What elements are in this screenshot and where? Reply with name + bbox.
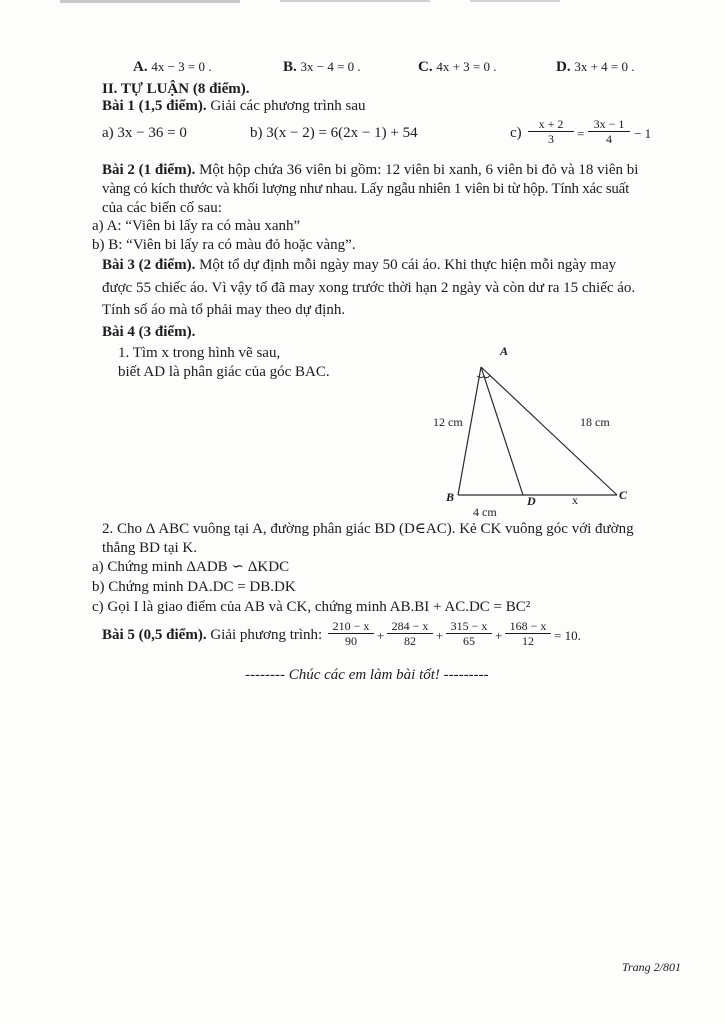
bai4-q2-a: a) Chứng minh ΔADB ∽ ΔKDC: [92, 559, 290, 575]
bai1-text: Giải các phương trình sau: [210, 98, 366, 114]
bai4-q2-b: b) Chứng minh DA.DC = DB.DK: [92, 579, 296, 595]
bai1-c-num1: x + 2: [528, 117, 574, 132]
bai2-title: Bài 2 (1 điểm).: [102, 162, 196, 178]
choice-c-expr: 4x + 3 = 0 .: [436, 59, 497, 74]
bai5-n1: 210 − x: [328, 619, 374, 634]
bai3-text1: Một tổ dự định mỗi ngày may 50 cái áo. Khi thực hiện mỗi ngày may: [199, 257, 617, 273]
bai5-plus-2: +: [436, 628, 444, 643]
bai5-d3: 65: [463, 634, 475, 648]
bai2-line2: vàng có kích thước và khối lượng như nhau. Lấy ngẫu nhiên 1 viên bi từ hộp. Tính xác suất: [102, 181, 630, 197]
bai3-line3: Tính số áo mà tổ phải may theo dự định.: [102, 302, 346, 318]
bai5-frac3: [446, 619, 492, 648]
bai5-n3: 315 − x: [446, 619, 492, 634]
bai4-q1-line1: 1. Tìm x trong hình vẽ sau,: [118, 345, 281, 361]
bai3-title: Bài 3 (2 điểm).: [102, 257, 196, 273]
bai5-plus-3: +: [495, 628, 503, 643]
vertex-c-label: C: [619, 488, 628, 502]
vertex-a-label: A: [500, 344, 509, 358]
bai5-n2: 284 − x: [387, 619, 433, 634]
bai4-title: Bài 4 (3 điểm).: [102, 324, 196, 340]
choice-c-letter: C.: [418, 59, 433, 75]
bai1-c-tail: − 1: [634, 126, 652, 141]
bai2-line3: của các biến cố sau:: [102, 200, 222, 216]
bai4-q1-line2: biết AD là phân giác của góc BAC.: [118, 364, 330, 380]
bai1-c-eq: =: [577, 126, 585, 141]
bai4-q2-line1: 2. Cho Δ ABC vuông tại A, đường phân giác BD (D∈AC). Kẻ CK vuông góc với đường: [102, 521, 634, 537]
bai5-d2: 82: [404, 634, 416, 648]
choice-d-letter: D.: [556, 59, 571, 75]
bai1-c-num2: 3x − 1: [588, 117, 630, 132]
side-ab-label: 12 cm: [433, 415, 463, 429]
segment-bd-label: 4 cm: [473, 505, 497, 519]
closing-message: -------- Chúc các em làm bài tốt! ---------: [245, 667, 489, 683]
choice-a-expr: 4x − 3 = 0 .: [151, 59, 212, 74]
bai5-frac1: [328, 619, 374, 648]
bai5-text: Giải phương trình:: [210, 627, 323, 643]
bai2-text1: Một hộp chứa 36 viên bi gồm: 12 viên bi xanh, 6 viên bi đỏ và 18 viên bi: [199, 162, 639, 178]
bai5-frac2: [387, 619, 433, 648]
bai5-heading: [102, 626, 322, 644]
bai1-b: b) 3(x − 2) = 6(2x − 1) + 54: [250, 125, 418, 141]
bai1-c-den1: 3: [548, 132, 554, 146]
angle-mark-1: [477, 376, 485, 378]
section-title: II. TỰ LUẬN (8 điểm).: [102, 81, 250, 97]
segment-dc-label: x: [572, 493, 578, 507]
side-ab: [458, 367, 481, 495]
bai4-q2-line2: thẳng BD tại K.: [102, 540, 197, 556]
bai3-line2: được 55 chiếc áo. Vì vậy tổ đã may xong trước thời hạn 2 ngày và còn dư ra 15 chiếc áo.: [102, 280, 636, 296]
bai2-a: a) A: “Viên bi lấy ra có màu xanh”: [92, 218, 301, 234]
bai1-a: a) 3x − 36 = 0: [102, 125, 187, 141]
bai1-c-den2: 4: [606, 132, 612, 146]
bai5-frac4: [505, 619, 551, 648]
bai5-n4: 168 − x: [505, 619, 551, 634]
bai5-plus-1: +: [377, 628, 385, 643]
bai5-title: Bài 5 (0,5 điểm).: [102, 627, 207, 643]
bai1-c-label: c): [510, 125, 522, 141]
bai5-tail: = 10.: [554, 628, 581, 643]
vertex-b-label: B: [446, 490, 455, 504]
side-ac-label: 18 cm: [580, 415, 610, 429]
bai5-d1: 90: [345, 634, 357, 648]
bai1-title: Bài 1 (1,5 điểm).: [102, 98, 207, 114]
choice-b-letter: B.: [283, 59, 297, 75]
page-number: Trang 2/801: [622, 960, 682, 974]
choice-d-expr: 3x + 4 = 0 .: [574, 59, 635, 74]
bai4-q2-c: c) Gọi I là giao điểm của AB và CK, chứng minh AB.BI + AC.DC = BC²: [92, 599, 531, 615]
choice-b-expr: 3x − 4 = 0 .: [300, 59, 361, 74]
bai5-d4: 12: [522, 634, 534, 648]
choice-a-letter: A.: [133, 59, 148, 75]
vertex-d-label: D: [527, 494, 536, 508]
bai2-b: b) B: “Viên bi lấy ra có màu đỏ hoặc vàng”.: [92, 237, 356, 253]
